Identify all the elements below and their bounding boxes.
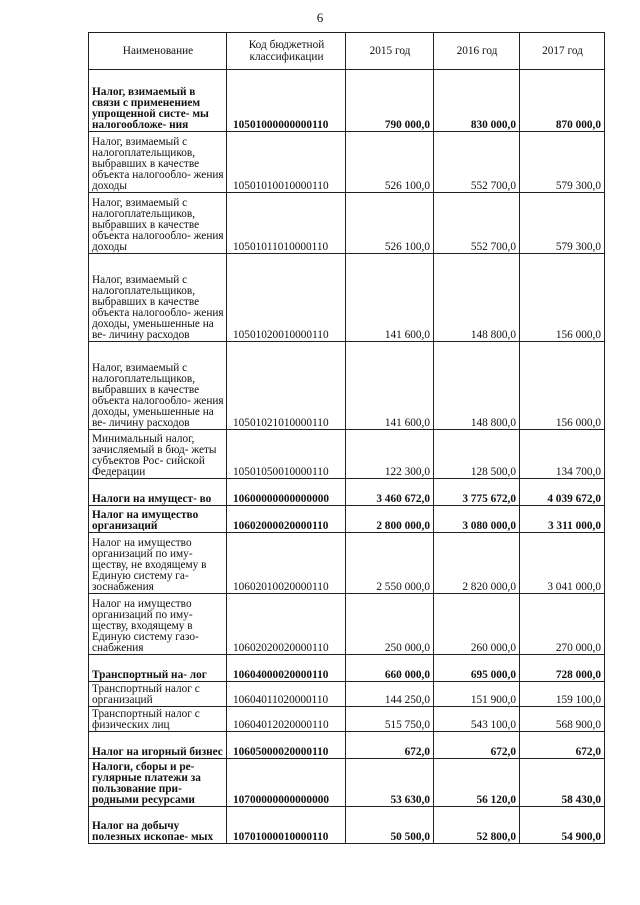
row-name: Налог, взимаемый с налогоплательщиков, выбравших в качестве объекта налогообло- жения доходы, уменьшенные на ве- личину расходов <box>89 342 227 430</box>
row-name: Налог, взимаемый с налогоплательщиков, выбравших в качестве объекта налогообло- жения доходы <box>89 193 227 254</box>
row-value-2015: 53 630,0 <box>346 759 434 807</box>
table-row <box>89 732 605 759</box>
row-name: Минимальный налог, зачисляемый в бюд- жеты субъектов Рос- сийской Федерации <box>89 430 227 479</box>
table-row <box>89 682 605 707</box>
row-value-2017: 672,0 <box>520 732 605 759</box>
row-value-2015: 515 750,0 <box>346 707 434 732</box>
row-name: Налог, взимаемый в связи с применением упрощенной систе- мы налогообложе- ния <box>89 70 227 132</box>
row-value-2017: 3 041 000,0 <box>520 533 605 594</box>
row-name: Транспортный налог с физических лиц <box>89 707 227 732</box>
row-value-2015: 790 000,0 <box>346 70 434 132</box>
row-budget-code: 10501021010000110 <box>227 342 346 430</box>
row-budget-code: 10501010010000110 <box>227 132 346 193</box>
row-value-2016: 56 120,0 <box>434 759 520 807</box>
revenue-table <box>88 32 605 844</box>
row-value-2016: 672,0 <box>434 732 520 759</box>
table-row <box>89 479 605 506</box>
row-value-2016: 552 700,0 <box>434 193 520 254</box>
row-budget-code: 10600000000000000 <box>227 479 346 506</box>
row-budget-code: 10602000020000110 <box>227 506 346 533</box>
row-value-2017: 58 430,0 <box>520 759 605 807</box>
row-name: Налог на имущество организаций по иму- ществу, не входящему в Единую систему га- зоснабжения <box>89 533 227 594</box>
table-row <box>89 254 605 342</box>
row-budget-code: 10604000020000110 <box>227 655 346 682</box>
row-budget-code: 10602020020000110 <box>227 594 346 655</box>
row-value-2017: 270 000,0 <box>520 594 605 655</box>
row-value-2016: 151 900,0 <box>434 682 520 707</box>
row-value-2017: 54 900,0 <box>520 807 605 844</box>
row-value-2015: 672,0 <box>346 732 434 759</box>
row-value-2016: 52 800,0 <box>434 807 520 844</box>
table-row <box>89 533 605 594</box>
row-name: Транспортный на- лог <box>89 655 227 682</box>
table-row <box>89 807 605 844</box>
table-header-row <box>89 33 605 70</box>
header-2016: 2016 год <box>434 33 520 70</box>
row-value-2016: 543 100,0 <box>434 707 520 732</box>
row-budget-code: 10604011020000110 <box>227 682 346 707</box>
row-budget-code: 10701000010000110 <box>227 807 346 844</box>
row-value-2015: 250 000,0 <box>346 594 434 655</box>
row-value-2016: 695 000,0 <box>434 655 520 682</box>
row-budget-code: 10700000000000000 <box>227 759 346 807</box>
row-value-2017: 3 311 000,0 <box>520 506 605 533</box>
table-row <box>89 132 605 193</box>
table-row <box>89 342 605 430</box>
row-value-2017: 4 039 672,0 <box>520 479 605 506</box>
row-value-2017: 870 000,0 <box>520 70 605 132</box>
table-row <box>89 193 605 254</box>
row-name: Налоги на имущест- во <box>89 479 227 506</box>
table-row <box>89 759 605 807</box>
row-name: Транспортный налог с организаций <box>89 682 227 707</box>
table-row <box>89 707 605 732</box>
row-name: Налог на добычу полезных ископае- мых <box>89 807 227 844</box>
header-2015: 2015 год <box>346 33 434 70</box>
row-value-2016: 3 775 672,0 <box>434 479 520 506</box>
row-budget-code: 10602010020000110 <box>227 533 346 594</box>
row-name: Налог, взимаемый с налогоплательщиков, выбравших в качестве объекта налогообло- жения доходы, уменьшенные на ве- личину расходов <box>89 254 227 342</box>
row-value-2016: 830 000,0 <box>434 70 520 132</box>
row-value-2016: 260 000,0 <box>434 594 520 655</box>
header-code: Код бюджетной классификации <box>227 33 346 70</box>
row-name: Налоги, сборы и ре- гулярные платежи за пользование при- родными ресурсами <box>89 759 227 807</box>
row-value-2015: 526 100,0 <box>346 193 434 254</box>
row-value-2017: 579 300,0 <box>520 132 605 193</box>
row-name: Налог на игорный бизнес <box>89 732 227 759</box>
row-value-2015: 50 500,0 <box>346 807 434 844</box>
row-value-2015: 141 600,0 <box>346 254 434 342</box>
row-name: Налог на имущество организаций по иму- ществу, входящему в Единую систему газо- снабжения <box>89 594 227 655</box>
header-2017: 2017 год <box>520 33 605 70</box>
row-name: Налог, взимаемый с налогоплательщиков, выбравших в качестве объекта налогообло- жения доходы <box>89 132 227 193</box>
row-value-2015: 2 550 000,0 <box>346 533 434 594</box>
row-value-2017: 156 000,0 <box>520 342 605 430</box>
row-budget-code: 10605000020000110 <box>227 732 346 759</box>
row-value-2015: 3 460 672,0 <box>346 479 434 506</box>
table-row <box>89 655 605 682</box>
table-row <box>89 506 605 533</box>
row-value-2017: 156 000,0 <box>520 254 605 342</box>
table-row <box>89 70 605 132</box>
row-budget-code: 10501050010000110 <box>227 430 346 479</box>
row-value-2015: 122 300,0 <box>346 430 434 479</box>
row-value-2016: 2 820 000,0 <box>434 533 520 594</box>
row-value-2017: 728 000,0 <box>520 655 605 682</box>
row-value-2015: 2 800 000,0 <box>346 506 434 533</box>
row-value-2017: 134 700,0 <box>520 430 605 479</box>
header-name: Наименование <box>89 33 227 70</box>
table-row <box>89 430 605 479</box>
row-value-2015: 660 000,0 <box>346 655 434 682</box>
table-body <box>89 70 605 844</box>
row-value-2017: 579 300,0 <box>520 193 605 254</box>
row-budget-code: 10604012020000110 <box>227 707 346 732</box>
row-value-2017: 568 900,0 <box>520 707 605 732</box>
row-value-2016: 148 800,0 <box>434 254 520 342</box>
row-budget-code: 10501011010000110 <box>227 193 346 254</box>
page-number: 6 <box>316 10 324 25</box>
row-value-2015: 144 250,0 <box>346 682 434 707</box>
row-name: Налог на имущество организаций <box>89 506 227 533</box>
row-budget-code: 10501000000000110 <box>227 70 346 132</box>
table-row <box>89 594 605 655</box>
row-value-2016: 3 080 000,0 <box>434 506 520 533</box>
row-value-2017: 159 100,0 <box>520 682 605 707</box>
row-value-2015: 526 100,0 <box>346 132 434 193</box>
row-value-2016: 552 700,0 <box>434 132 520 193</box>
row-budget-code: 10501020010000110 <box>227 254 346 342</box>
row-value-2016: 148 800,0 <box>434 342 520 430</box>
row-value-2015: 141 600,0 <box>346 342 434 430</box>
row-value-2016: 128 500,0 <box>434 430 520 479</box>
